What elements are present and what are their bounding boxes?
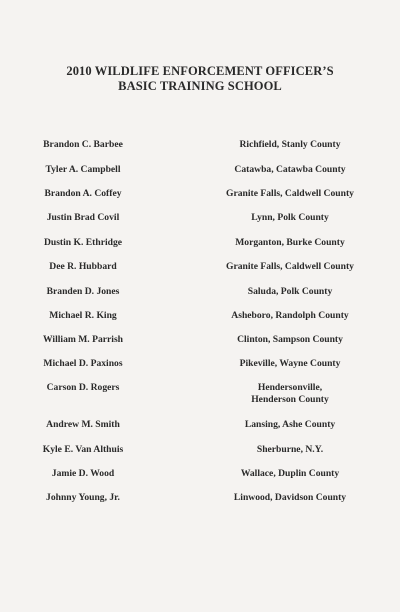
graduate-name: Tyler A. Campbell bbox=[45, 164, 121, 175]
graduate-hometown: Catawba, Catawba County bbox=[234, 164, 346, 175]
graduate-hometown: Granite Falls, Caldwell County bbox=[226, 188, 354, 199]
graduate-hometown: Morganton, Burke County bbox=[235, 237, 345, 248]
graduate-hometown: Lansing, Ashe County bbox=[244, 419, 336, 430]
graduate-name: Andrew M. Smith bbox=[46, 419, 120, 430]
title-line-2: BASIC TRAINING SCHOOL bbox=[118, 79, 282, 93]
graduate-hometown: Clinton, Sampson County bbox=[237, 334, 343, 345]
graduate-hometown: Sherburne, N.Y. bbox=[256, 444, 324, 455]
graduate-hometown: Lynn, Polk County bbox=[251, 212, 329, 223]
title-line-1: 2010 WILDLIFE ENFORCEMENT OFFICER’S bbox=[66, 64, 334, 78]
graduate-name: Branden D. Jones bbox=[46, 286, 120, 297]
document-title bbox=[0, 64, 400, 94]
graduate-name: Carson D. Rogers bbox=[46, 382, 120, 393]
graduate-name: Brandon A. Coffey bbox=[44, 188, 122, 199]
graduate-name: Jamie D. Wood bbox=[51, 468, 115, 479]
graduate-name: Michael R. King bbox=[49, 310, 117, 321]
graduate-hometown: Richfield, Stanly County bbox=[239, 139, 341, 150]
graduate-hometown bbox=[210, 382, 370, 406]
graduate-name: Justin Brad Covil bbox=[46, 212, 120, 223]
graduate-name: Johnny Young, Jr. bbox=[46, 492, 120, 503]
graduate-name: Dee R. Hubbard bbox=[49, 261, 117, 272]
graduate-name: Michael D. Paxinos bbox=[43, 358, 123, 369]
graduate-name: Dustin K. Ethridge bbox=[43, 237, 123, 248]
graduate-hometown: Saluda, Polk County bbox=[247, 286, 333, 297]
graduate-hometown: Wallace, Duplin County bbox=[240, 468, 340, 479]
graduate-hometown: Linwood, Davidson County bbox=[233, 492, 347, 503]
graduate-hometown: Asheboro, Randolph County bbox=[231, 310, 349, 321]
graduate-hometown: Granite Falls, Caldwell County bbox=[226, 261, 354, 272]
graduate-name: Brandon C. Barbee bbox=[43, 139, 123, 150]
graduate-name: Kyle E. Van Althuis bbox=[42, 444, 124, 455]
graduate-hometown: Pikeville, Wayne County bbox=[239, 358, 341, 369]
hometown-line-2: Henderson County bbox=[251, 394, 329, 405]
graduate-name: William M. Parrish bbox=[42, 334, 124, 345]
hometown-line-1: Hendersonville, bbox=[257, 382, 323, 393]
